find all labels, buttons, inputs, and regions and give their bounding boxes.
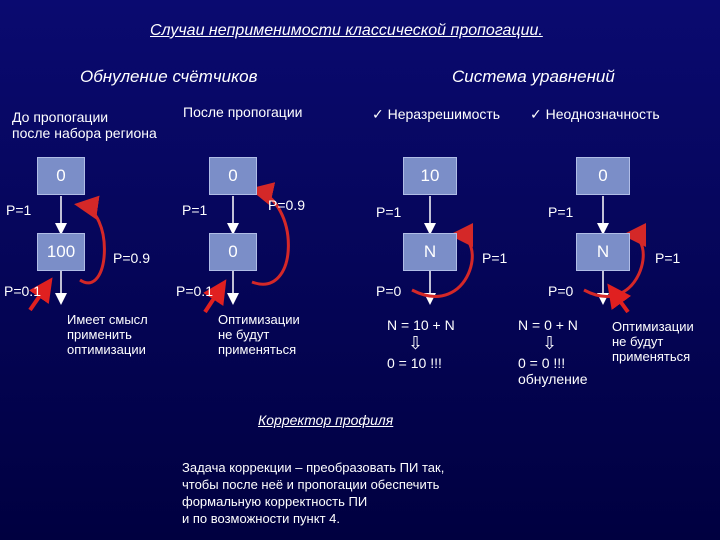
node-c-top: 10 (403, 157, 457, 195)
node-c-bottom: N (403, 233, 457, 271)
implies-arrow-d: ⇩ (542, 333, 558, 353)
corrector-title: Корректор профиля (258, 412, 394, 428)
note-apply-opt: Имеет смысл применить оптимизации (67, 312, 148, 357)
p-self-d: P=1 (655, 250, 681, 266)
res-c: 0 = 10 !!! (387, 355, 442, 371)
p-edge-d: P=1 (548, 204, 574, 220)
before-label: До пропогации после набора региона (12, 109, 157, 142)
p-edge-b: P=1 (182, 202, 208, 218)
p-self-a: P=0.9 (113, 250, 150, 266)
p-edge-a: P=1 (6, 202, 32, 218)
node-d-bottom: N (576, 233, 630, 271)
p-self-c: P=1 (482, 250, 508, 266)
p-exit-c: P=0 (376, 283, 402, 299)
note-no-opt-left: Оптимизации не будут применяться (218, 312, 300, 357)
implies-arrow-c: ⇩ (408, 333, 424, 353)
p-edge-c: P=1 (376, 204, 402, 220)
left-heading: Обнуление счётчиков (80, 67, 258, 86)
corrector-text: Задача коррекции – преобразовать ПИ так, чтобы после неё и пропогации обеспечить формальную корректность ПИ и по возможности пункт 4. (182, 460, 445, 526)
after-label: После пропогации (183, 104, 303, 120)
right-heading: Система уравнений (452, 67, 615, 86)
p-self-b: P=0.9 (268, 197, 305, 213)
res-d: 0 = 0 !!! обнуление (518, 355, 588, 388)
check-unsolvable: ✓ Неразрешимость (372, 106, 501, 122)
node-b-top: 0 (209, 157, 257, 195)
p-exit-b: P=0.1 (176, 283, 213, 299)
p-exit-d: P=0 (548, 283, 574, 299)
note-no-opt-right: Оптимизации не будут применяться (612, 319, 694, 364)
node-a-top: 0 (37, 157, 85, 195)
node-b-bottom: 0 (209, 233, 257, 271)
eq-c: N = 10 + N (387, 317, 455, 333)
check-ambiguous: ✓ Неоднозначность (530, 106, 660, 122)
node-a-bottom: 100 (37, 233, 85, 271)
p-exit-a: P=0.1 (4, 283, 41, 299)
node-d-top: 0 (576, 157, 630, 195)
page-title: Случаи неприменимости классической пропогации. (150, 22, 543, 39)
eq-d: N = 0 + N (518, 317, 578, 333)
